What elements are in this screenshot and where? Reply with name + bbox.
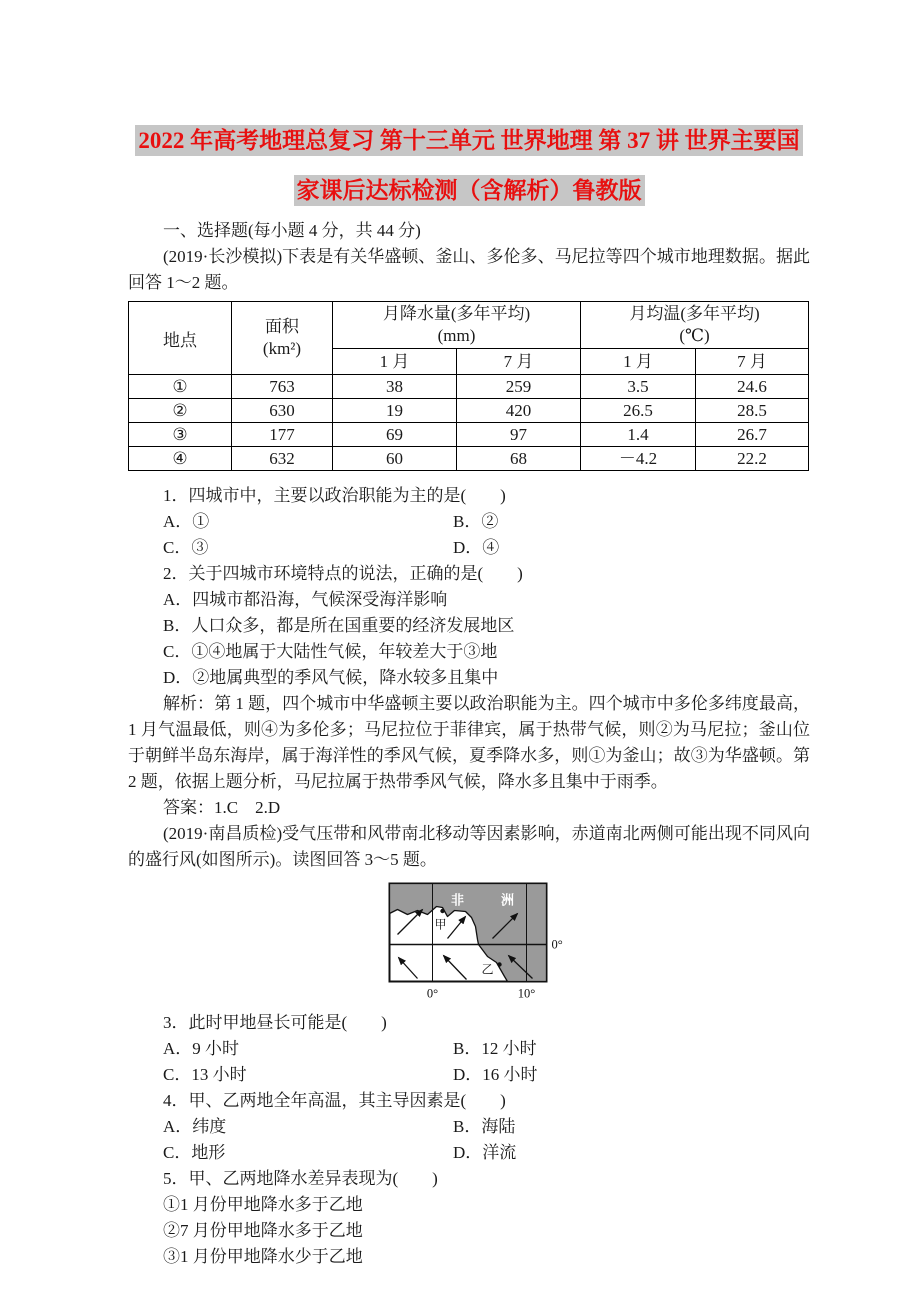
- th-precip-group: [333, 302, 581, 349]
- option-3d: D．16 小时: [453, 1065, 538, 1084]
- lead-paragraph-2: (2019·南昌质检)受气压带和风带南北移动等因素影响，赤道南北两侧可能出现不同风向的盛行风(如图所示)。读图回答 3～5 题。: [128, 824, 810, 869]
- longitude-10-label: 10°: [517, 986, 536, 1001]
- question-1-options-row-1: [128, 509, 810, 535]
- location-yi-dot: [497, 962, 501, 966]
- lead-paragraph-1: (2019·长沙模拟)下表是有关华盛顿、釜山、多伦多、马尼拉等四个城市地理数据。据此回答 1～2 题。: [128, 247, 810, 292]
- th-temp-line-1: 月均温(多年平均): [629, 304, 760, 323]
- cell-precip-jan: 60: [333, 447, 457, 471]
- option-3c: C．13 小时: [163, 1065, 247, 1084]
- th-temp-group: [581, 302, 809, 349]
- question-3-options-row-1: [128, 1036, 810, 1062]
- table-row-1: [129, 375, 809, 399]
- option-2d: D．②地属典型的季风气候，降水较多且集中: [163, 668, 499, 687]
- city-data-table: [128, 301, 809, 471]
- question-3-options-row-2: [128, 1062, 810, 1088]
- question-3-stem: 3．此时甲地昼长可能是( ): [163, 1013, 387, 1032]
- option-4b: B．海陆: [453, 1117, 516, 1136]
- question-1-stem: 1．四城市中，主要以政治职能为主的是( ): [163, 486, 506, 505]
- question-1-options-row-2: [128, 535, 810, 561]
- equator-degree-label: 0°: [551, 937, 563, 952]
- cell-precip-jul: 97: [457, 423, 581, 447]
- cell-location: ④: [129, 447, 232, 471]
- cell-temp-jul: 26.7: [696, 423, 809, 447]
- cell-area: 177: [232, 423, 333, 447]
- question-5-item-1: ①1 月份甲地降水多于乙地: [163, 1195, 363, 1214]
- table-row-2: [129, 399, 809, 423]
- table-row-3: [129, 423, 809, 447]
- th-precip-jan: 1 月: [333, 349, 457, 375]
- cell-temp-jul: 24.6: [696, 375, 809, 399]
- section-heading: 一、选择题(每小题 4 分，共 44 分): [163, 221, 421, 240]
- cell-temp-jul: 22.2: [696, 447, 809, 471]
- analysis-paragraph: 解析：第 1 题，四个城市中华盛顿主要以政治职能为主。四个城市中多伦多纬度最高，1 月气温最低，则④为多伦多；马尼拉位于菲律宾，属于热带气候，则②为马尼拉；釜山位于朝鲜半岛东海岸，属于海洋性的季风气候，夏季降水多，则①为釜山；故③为华盛顿。第 2 题，依据上题分析，马尼拉属于热带季风气候，降水多且集中于雨季。: [128, 694, 810, 791]
- cell-temp-jan: 26.5: [581, 399, 696, 423]
- option-1d: D．④: [453, 538, 500, 557]
- th-precip-jul: 7 月: [457, 349, 581, 375]
- question-4-options-row-2: [128, 1140, 810, 1166]
- th-temp-jan: 1 月: [581, 349, 696, 375]
- th-temp-line-2: (℃): [679, 326, 710, 345]
- cell-precip-jul: 259: [457, 375, 581, 399]
- option-4c: C．地形: [163, 1143, 226, 1162]
- cell-precip-jan: 19: [333, 399, 457, 423]
- option-2a: A．四城市都沿海，气候深受海洋影响: [163, 590, 448, 609]
- page-title-line-1-text: 2022 年高考地理总复习 第十三单元 世界地理 第 37 讲 世界主要国: [135, 125, 802, 156]
- page-title-line-2: [112, 166, 826, 216]
- answer-line: 答案：1.C 2.D: [163, 798, 281, 817]
- africa-monsoon-map-figure: [388, 882, 583, 1004]
- option-1a: A．①: [163, 512, 210, 531]
- continent-label-char-2: 洲: [500, 892, 515, 908]
- option-1b: B．②: [453, 512, 499, 531]
- cell-area: 763: [232, 375, 333, 399]
- question-5-item-2: ②7 月份甲地降水多于乙地: [163, 1221, 363, 1240]
- table-row-4: [129, 447, 809, 471]
- option-4a: A．纬度: [163, 1117, 227, 1136]
- location-jia-dot: [440, 909, 444, 913]
- cell-area: 630: [232, 399, 333, 423]
- table-header-row-1: [129, 302, 809, 349]
- question-5-stem: 5．甲、乙两地降水差异表现为( ): [163, 1169, 438, 1188]
- option-4d: D．洋流: [453, 1143, 517, 1162]
- option-3a: A．9 小时: [163, 1039, 240, 1058]
- option-2c: C．①④地属于大陆性气候，年较差大于③地: [163, 642, 498, 661]
- question-4-options-row-1: [128, 1114, 810, 1140]
- cell-precip-jul: 68: [457, 447, 581, 471]
- cell-temp-jan: －4.2: [581, 447, 696, 471]
- point-jia-label: 甲: [434, 917, 447, 932]
- question-2-stem: 2．关于四城市环境特点的说法，正确的是( ): [163, 564, 523, 583]
- th-area: [232, 302, 333, 375]
- th-temp-jul: 7 月: [696, 349, 809, 375]
- point-yi-label: 乙: [481, 962, 494, 977]
- cell-precip-jul: 420: [457, 399, 581, 423]
- th-precip-line-2: (mm): [437, 326, 476, 345]
- africa-monsoon-map: [388, 882, 583, 1004]
- cell-precip-jan: 38: [333, 375, 457, 399]
- cell-location: ②: [129, 399, 232, 423]
- cell-location: ①: [129, 375, 232, 399]
- cell-temp-jan: 3.5: [581, 375, 696, 399]
- continent-label-char-1: 非: [450, 892, 465, 908]
- cell-area: 632: [232, 447, 333, 471]
- question-4-stem: 4．甲、乙两地全年高温，其主导因素是( ): [163, 1091, 506, 1110]
- option-3b: B．12 小时: [453, 1039, 537, 1058]
- page-title: [112, 116, 826, 216]
- cell-location: ③: [129, 423, 232, 447]
- option-2b: B．人口众多，都是所在国重要的经济发展地区: [163, 616, 515, 635]
- question-5-item-3: ③1 月份甲地降水少于乙地: [163, 1247, 363, 1266]
- longitude-0-label: 0°: [426, 986, 439, 1001]
- page-title-line-2-text: 家课后达标检测（含解析）鲁教版: [294, 175, 645, 206]
- option-1c: C．③: [163, 538, 209, 557]
- cell-temp-jan: 1.4: [581, 423, 696, 447]
- th-area-line-1: 面积: [265, 317, 299, 336]
- cell-temp-jul: 28.5: [696, 399, 809, 423]
- cell-precip-jan: 69: [333, 423, 457, 447]
- page-title-line-1: [112, 116, 826, 166]
- th-precip-line-1: 月降水量(多年平均): [382, 304, 531, 323]
- th-area-line-2: (km²): [262, 339, 302, 358]
- th-location: 地点: [129, 302, 232, 375]
